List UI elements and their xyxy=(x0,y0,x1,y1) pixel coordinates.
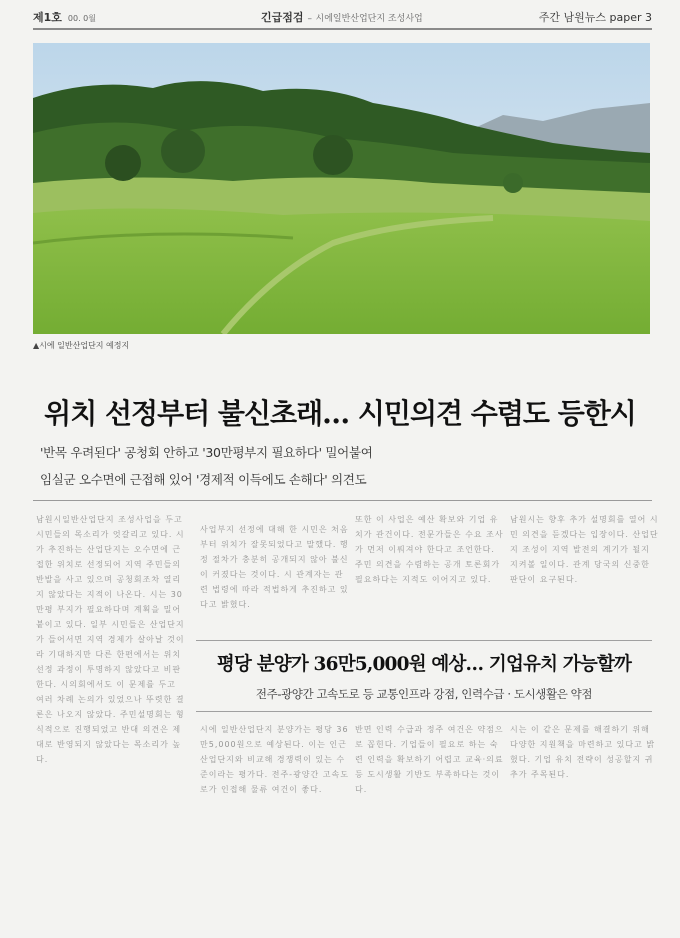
body-text: 반면 인력 수급과 정주 여건은 약점으로 꼽힌다. 기업들이 필요로 하는 숙련 인력을 확보하기 어렵고 교육·의료 등 도시생활 기반도 부족하다는 것이다. xyxy=(355,725,504,794)
section-title: 긴급점검 xyxy=(261,11,304,24)
sidebox-top-rule xyxy=(196,640,652,641)
sidebox-title: 평당 분양가 36만5,000원 예상… 기업유치 가능할까 xyxy=(216,654,632,675)
page-number: 제1호 xyxy=(33,11,62,24)
body-column-3 xyxy=(355,512,505,634)
article-subhead-2: 임실군 오수면에 근접해 있어 '경제적 이득에도 손해다' 의견도 xyxy=(40,472,367,487)
sidebox-column-1 xyxy=(200,722,350,932)
sidebox-subtitle: 전주-광양간 고속도로 등 교통인프라 강점, 인력수급 · 도시생활은 약점 xyxy=(255,687,593,701)
body-text: 남원시일반산업단지 조성사업을 두고 시민들의 목소리가 엇갈리고 있다. 시가 추진하는 산업단지는 오수면에 근접한 위치로 선정되어 지역 주민들의 반발을 사고 있으며 공청회조차 열리지 않았다는 지적이 나온다. 시는 30만평 부지가 필요하다며 계획을 밀어붙이고 있다. 일부 시민들은 산업단지가 들어서면 지역 경제가 살아날 것이라 기대하지만 다른 한편에서는 위치 선정 과정이 투명하지 않았다고 비판한다. 시의회에서도 이 문제를 두고 여러 차례 논의가 있었으나 뚜렷한 결론은 나오지 않았다. 주민설명회는 형식적으로 진행되었고 반대 의견은 제대로 반영되지 않았다는 목소리가 높다. xyxy=(36,515,185,764)
page-header xyxy=(33,6,652,30)
body-text: 또한 이 사업은 예산 확보와 기업 유치가 관건이다. 전문가들은 수요 조사가 먼저 이뤄져야 한다고 조언한다. 주민 의견을 수렴하는 공개 토론회가 필요하다는 지적도 이어지고 있다. xyxy=(355,515,504,584)
issue-date: 00. 0월 xyxy=(67,14,96,23)
body-text: 시는 이 같은 문제를 해결하기 위해 다양한 지원책을 마련하고 있다고 밝혔다. 기업 유치 전략이 성공할지 귀추가 주목된다. xyxy=(510,725,656,779)
body-text: 시에 일반산업단지 분양가는 평당 36만5,000원으로 예상된다. 이는 인근 산업단지와 비교해 경쟁력이 있는 수준이라는 평가다. 전주-광양간 고속도로가 인접해 물류 여건이 좋다. xyxy=(200,725,349,794)
article-subhead-1: '반목 우려된다' 공청회 안하고 '30만평부지 필요하다' 밀어붙여 xyxy=(40,445,373,460)
paper-name: 주간 남원뉴스 paper 3 xyxy=(538,11,652,24)
section-dash: – xyxy=(307,14,313,24)
issue-info xyxy=(33,9,96,25)
body-text: 사업부지 선정에 대해 한 시민은 처음부터 위치가 잘못되었다고 말했다. 행정 절차가 충분히 공개되지 않아 불신이 커졌다는 것이다. 시 관계자는 관련 법령에 따라 적법하게 추진하고 있다고 밝혔다. xyxy=(200,525,349,609)
body-column-2 xyxy=(200,522,350,634)
photo-caption: ▲시에 일반산업단지 예정지 xyxy=(33,341,130,350)
body-column-1 xyxy=(36,512,186,932)
sidebox-column-3 xyxy=(510,722,660,932)
body-text: 남원시는 향후 추가 설명회를 열어 시민 의견을 듣겠다는 입장이다. 산업단지 조성이 지역 발전의 계기가 될지 지켜볼 일이다. 관계 당국의 신중한 판단이 요구된다. xyxy=(510,515,659,584)
divider xyxy=(33,500,652,501)
sidebox-column-2 xyxy=(355,722,505,932)
article-headline: 위치 선정부터 불신초래… 시민의견 수렴도 등한시 xyxy=(44,397,636,430)
body-column-4 xyxy=(510,512,660,634)
sidebox-bottom-rule xyxy=(196,711,652,712)
landscape-photo xyxy=(33,43,650,334)
section-label xyxy=(261,9,423,25)
rice-field-illustration xyxy=(33,43,650,334)
section-subtitle: 시에일반산업단지 조성사업 xyxy=(315,14,423,24)
